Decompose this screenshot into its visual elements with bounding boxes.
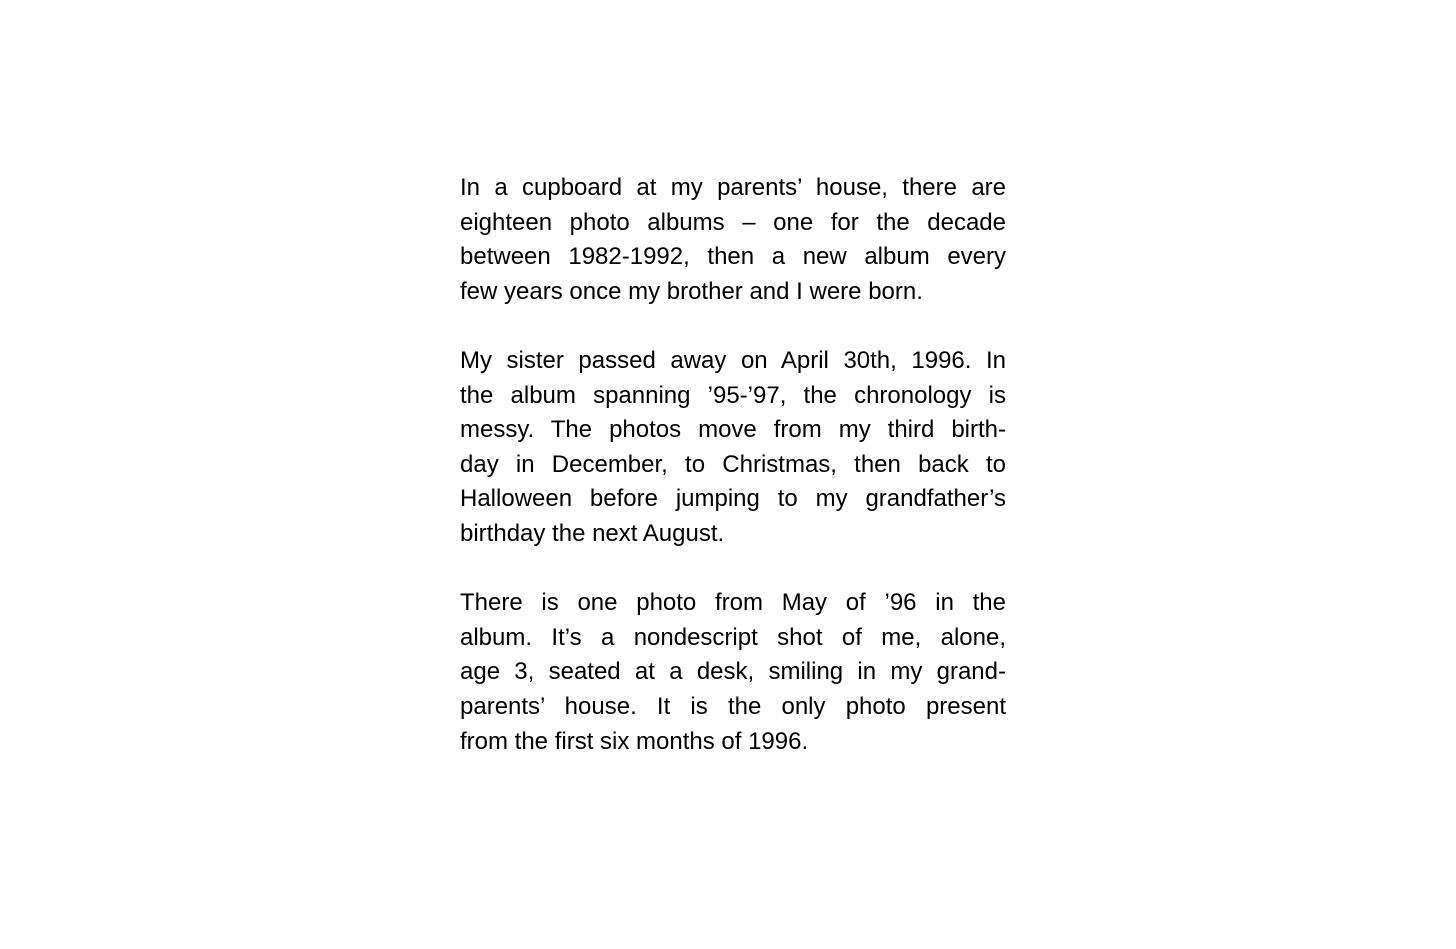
paragraph-3 <box>460 586 1006 759</box>
text-line: age 3, seated at a desk, smiling in my grand- <box>460 658 1006 686</box>
text-line: birthday the next August. <box>460 519 725 547</box>
text-line: There is one photo from May of ’96 in the <box>460 589 1006 617</box>
text-line: the album spanning ’95-’97, the chronology is <box>460 381 1006 409</box>
text-line: album. It’s a nondescript shot of me, alone, <box>460 623 1006 651</box>
paragraph-1 <box>460 171 1006 309</box>
text-line: messy. The photos move from my third birth- <box>460 416 1006 444</box>
text-line: few years once my brother and I were born. <box>460 277 923 305</box>
text-line: My sister passed away on April 30th, 1996. In <box>460 346 1006 374</box>
text-line: day in December, to Christmas, then back to <box>460 450 1006 478</box>
text-line: between 1982-1992, then a new album every <box>460 243 1006 271</box>
paragraph-2 <box>460 344 1006 552</box>
text-line: from the first six months of 1996. <box>460 727 809 755</box>
text-line: Halloween before jumping to my grandfather’s <box>460 485 1006 513</box>
text-line: In a cupboard at my parents’ house, there are <box>460 174 1006 201</box>
text-line: parents’ house. It is the only photo present <box>460 692 1006 720</box>
body-text <box>460 171 1006 759</box>
text-line: eighteen photo albums – one for the decade <box>460 208 1006 236</box>
